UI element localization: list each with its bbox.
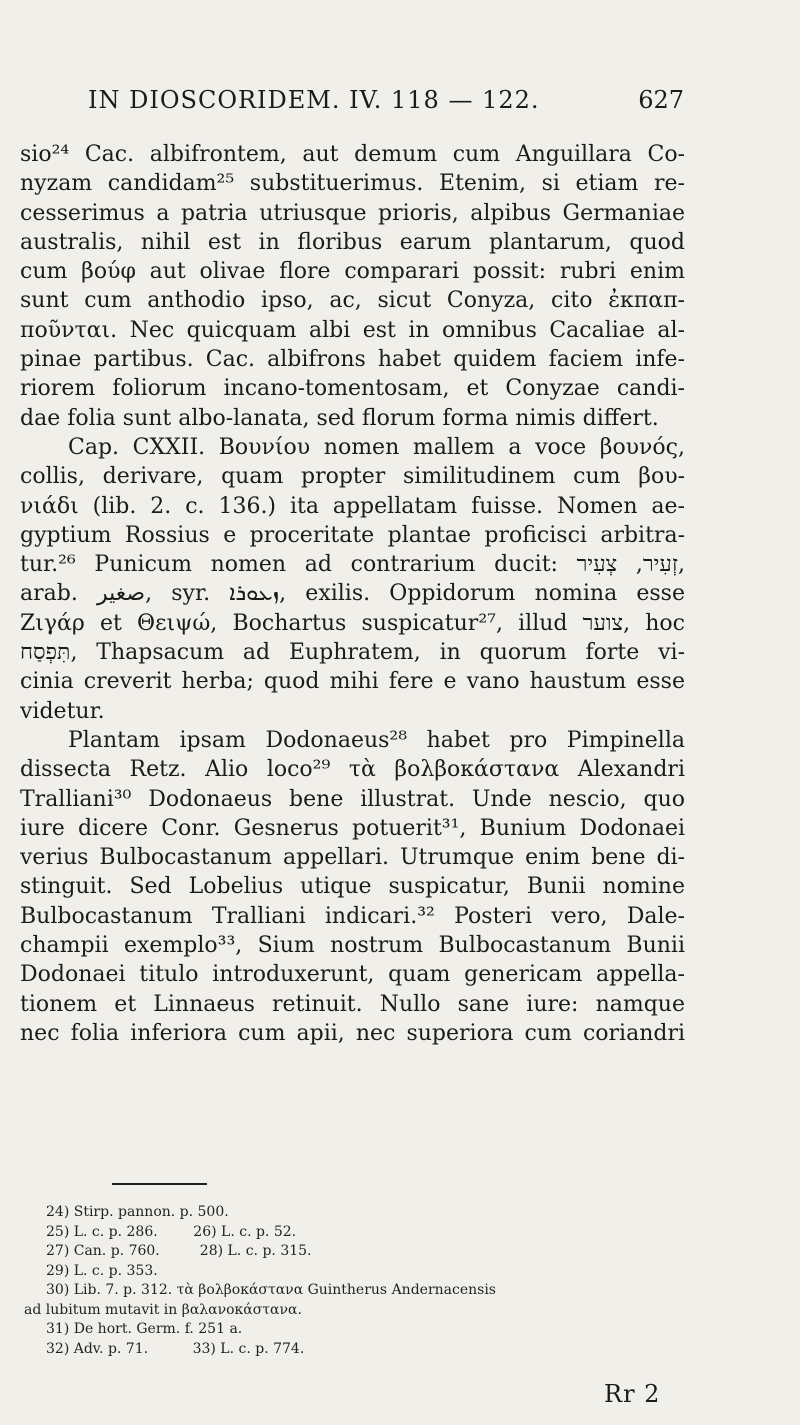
text-line: Ζιγάρ et Θειψώ, Bochartus suspicatur²⁷, illud צוער, hoc [20, 610, 685, 636]
text-line: ποῦνται. Nec quicquam albi est in omnibus Cacaliae al- [20, 317, 685, 343]
footnote: 24) Stirp. pannon. p. 500. [46, 1204, 229, 1220]
body-text [20, 140, 685, 1048]
text-line: dissecta Retz. Alio loco²⁹ τὰ βολβοκάστανα Alexandri [20, 757, 685, 783]
text-line: gyptium Rossius e proceritate plantae proficisci arbitra- [20, 522, 685, 548]
footnote-rule [112, 1183, 207, 1185]
text-line: arab. صغير, syr. ܙܥܘܪܐ, exilis. Oppidorum nomina esse [20, 581, 685, 607]
footnotes [24, 1203, 686, 1359]
text-line: Bulbocastanum Tralliani indicari.³² Posteri vero, Dale- [20, 903, 685, 929]
text-line: stinguit. Sed Lobelius utique suspicatur, Bunii nomine [20, 874, 685, 900]
page-number: 627 [638, 86, 684, 114]
text-line: iure dicere Conr. Gesnerus potuerit³¹, Bunium Dodonaei [20, 815, 685, 841]
text-line: sunt cum anthodio ipso, ac, sicut Conyza, cito ἐκπαπ- [20, 288, 685, 314]
text-line: tionem et Linnaeus retinuit. Nullo sane iure: namque [20, 991, 685, 1017]
signature-mark: Rr 2 [604, 1380, 661, 1408]
text-line: tur.²⁶ Punicum nomen ad contrarium ducit: זְעִיר, צְעִיר, [20, 552, 685, 578]
text-line: cesserimus a patria utriusque prioris, alpibus Germaniae [20, 200, 685, 226]
running-title: IN DIOSCORIDEM. IV. 118 — 122. [88, 86, 540, 114]
footnote: 29) L. c. p. 353. [46, 1262, 158, 1279]
text-line: pinae partibus. Cac. albifrons habet quidem faciem infe- [20, 347, 685, 373]
footnote: ad lubitum mutavit in βαλανοκάστανα. [24, 1301, 302, 1318]
text-line: cum βούφ aut olivae flore comparari possit: rubri enim [20, 259, 685, 285]
text-line: champii exemplo³³, Sium nostrum Bulbocastanum Bunii [20, 933, 685, 959]
text-line: collis, derivare, quam propter similitudinem cum βου- [20, 464, 685, 490]
text-line: תִּפְסַח, Thapsacum ad Euphratem, in quorum forte vi- [20, 640, 685, 666]
text-line: dae folia sunt albo-lanata, sed florum forma nimis differt. [20, 405, 659, 431]
text-line: riorem foliorum incano-tomentosam, et Conyzae candi- [20, 376, 685, 402]
text-line: videtur. [20, 698, 105, 724]
text-line: Dodonaei titulo introduxerunt, quam genericam appella- [20, 962, 685, 988]
text-line: νιάδι (lib. 2. c. 136.) ita appellatam fuisse. Nomen ae- [20, 493, 685, 519]
text-line: australis, nihil est in floribus earum plantarum, quod [20, 229, 685, 255]
footnote: 31) De hort. Germ. f. 251 a. [46, 1321, 243, 1337]
text-line: Plantam ipsam Dodonaeus²⁸ habet pro Pimpinella [68, 727, 685, 753]
text-line: Cap. CXXII. Βουνίου nomen mallem a voce βουνός, [68, 434, 685, 460]
footnote: 30) Lib. 7. p. 312. τὰ βολβοκάστανα Guintherus Andernacensis [46, 1282, 496, 1298]
footnote: 25) L. c. p. 286. 26) L. c. p. 52. [46, 1223, 297, 1240]
footnote: 27) Can. p. 760. 28) L. c. p. 315. [46, 1243, 312, 1259]
text-line: cinia creverit herba; quod mihi fere e vano haustum esse [20, 669, 685, 695]
text-line: Tralliani³⁰ Dodonaeus bene illustrat. Unde nescio, quo [20, 786, 685, 812]
running-header [88, 86, 684, 114]
text-line: nyzam candidam²⁵ substituerimus. Etenim, si etiam re- [20, 171, 685, 197]
text-line: nec folia inferiora cum apii, nec superiora cum coriandri [20, 1020, 685, 1046]
footnote: 32) Adv. p. 71. 33) L. c. p. 774. [46, 1340, 305, 1357]
text-line: verius Bulbocastanum appellari. Utrumque enim bene di- [20, 845, 685, 871]
text-line: sio²⁴ Cac. albifrontem, aut demum cum Anguillara Co- [20, 142, 685, 167]
